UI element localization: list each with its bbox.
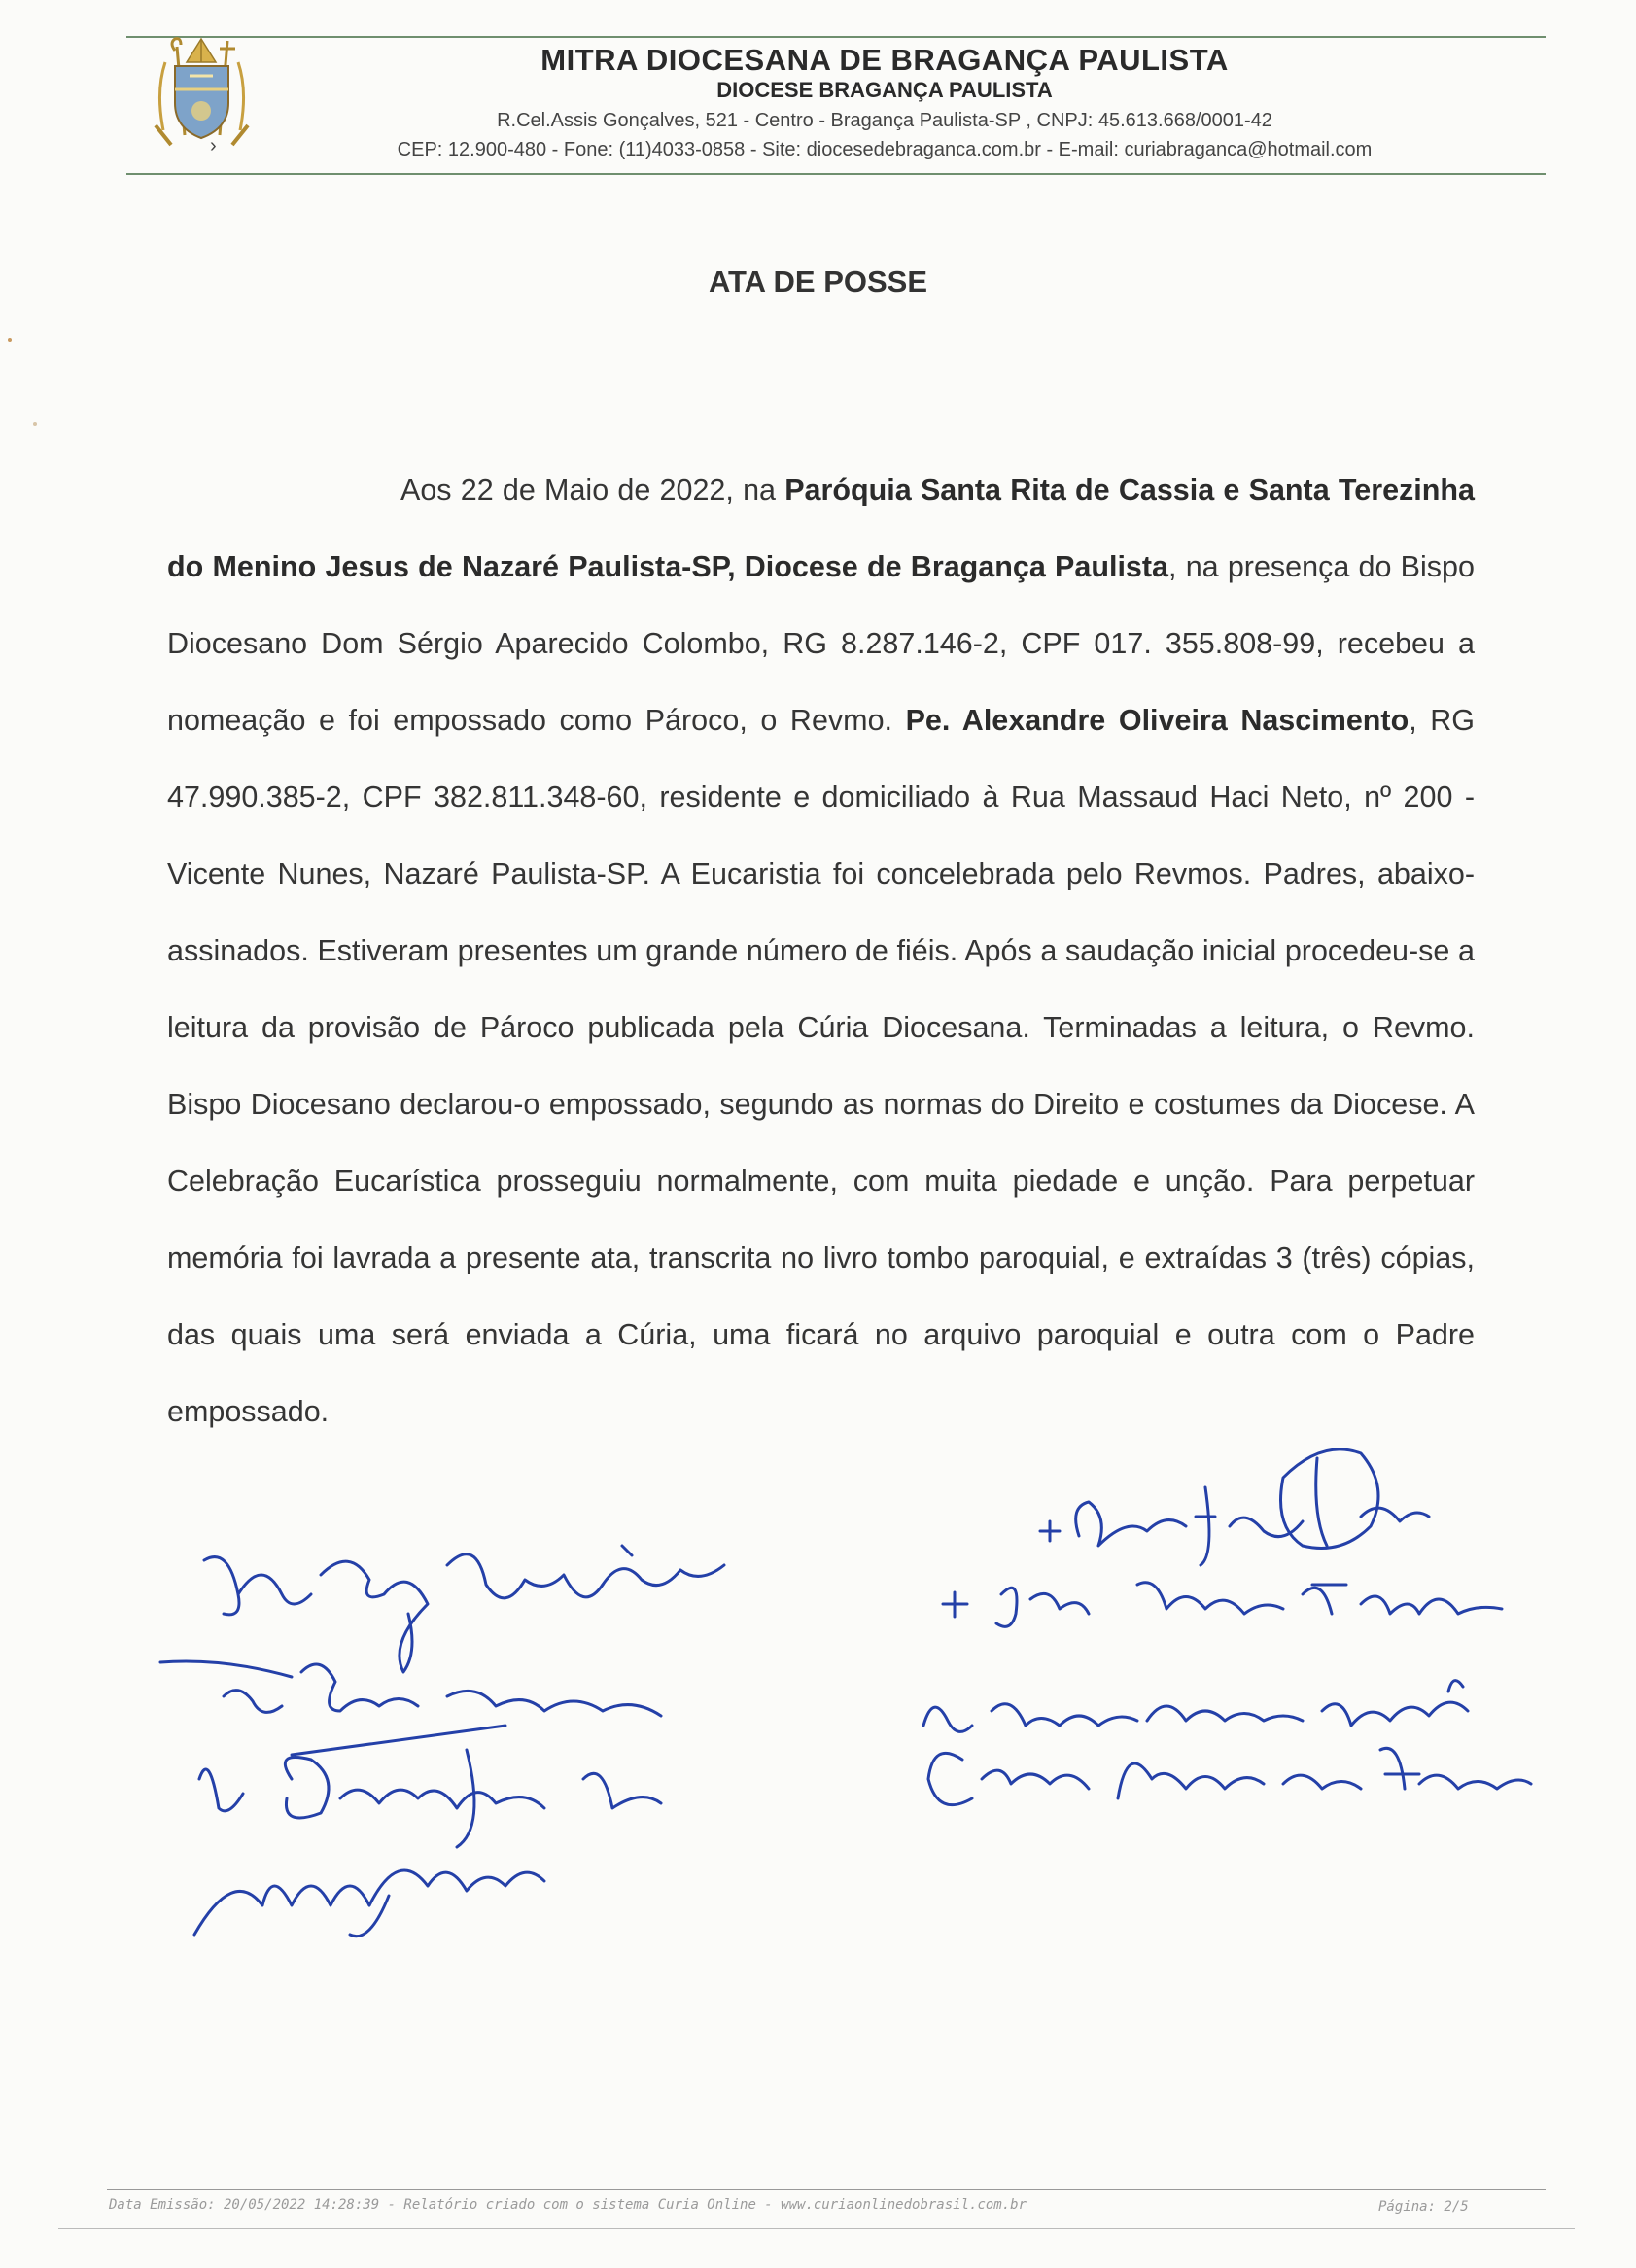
body-text-segment: , na presença do Bispo Diocesano Dom Sérgio Aparecido Colombo, RG 8.287.146-2, CPF 017. 355.808-99, recebeu a nomeação e foi empossado como Pároco, o Revmo. [167,550,1475,737]
organization-title: MITRA DIOCESANA DE BRAGANÇA PAULISTA [540,43,1229,77]
footer-rule [107,2189,1546,2190]
signature-left-3 [199,1750,661,1847]
organization-address: R.Cel.Assis Gonçalves, 521 - Centro - Bragança Paulista-SP , CNPJ: 45.613.668/0001-42 [497,110,1272,131]
signature-left-1 [204,1546,724,1672]
body-text-segment: Aos 22 de Maio de 2022, na [400,473,785,506]
arrow-right-icon: › [210,135,217,157]
scan-speck [33,422,37,426]
body-bold-priest-name: Pe. Alexandre Oliveira Nascimento [905,704,1410,737]
body-text-segment: , RG 47.990.385-2, CPF 382.811.348-60, residente e domiciliado à Rua Massaud Haci Neto, nº 200 - Vicente Nunes, Nazaré Paulista-SP. A Eucaristia foi concelebrada pelo Revmos. Padres, abaixo-assinados. Estiveram presentes um grande número de fiéis. Após a saudação inicial procedeu-se a leitura da provisão de Pároco publicada pela Cúria Diocesana. Terminadas a leitura, o Revmo. Bispo Diocesano declarou-o empossado, segundo as normas do Direito e costumes da Diocese. A Celebração Eucarística prosseguiu normalmente, com muita piedade e unção. Para perpetuar memória foi lavrada a presente ata, transcrita no livro tombo paroquial, e extraídas 3 (três) cópias, das quais uma será enviada a Cúria, uma ficará no arquivo paroquial e outra com o Padre empossado. [167,704,1475,1428]
document-title: ATA DE POSSE [708,264,928,298]
signature-left-2 [160,1661,661,1755]
body-bold-parish: Paróquia Santa Rita de Cassia e Santa Terezinha do Menino Jesus de Nazaré Paulista-SP, Diocese de Bragança Paulista [167,473,1475,583]
footer-page-number: Página: 2/5 [1378,2199,1469,2215]
signature-right-1 [1040,1449,1429,1565]
footer-report-info: Data Emissão: 20/05/2022 14:28:39 - Relatório criado com o sistema Curia Online - www.curiaonlinedobrasil.com.br [109,2197,1027,2213]
footer-bottom-rule [58,2228,1575,2229]
signature-left-4 [194,1870,544,1937]
signature-right-3 [923,1681,1468,1732]
organization-contact: CEP: 12.900-480 - Fone: (11)4033-0858 - Site: diocesedebraganca.com.br - E-mail: curiabraganca@hotmail.com [397,139,1373,160]
signature-right-4 [928,1748,1531,1804]
organization-subtitle: DIOCESE BRAGANÇA PAULISTA [716,78,1053,102]
signature-right-2 [943,1583,1502,1627]
scan-speck [8,338,12,342]
